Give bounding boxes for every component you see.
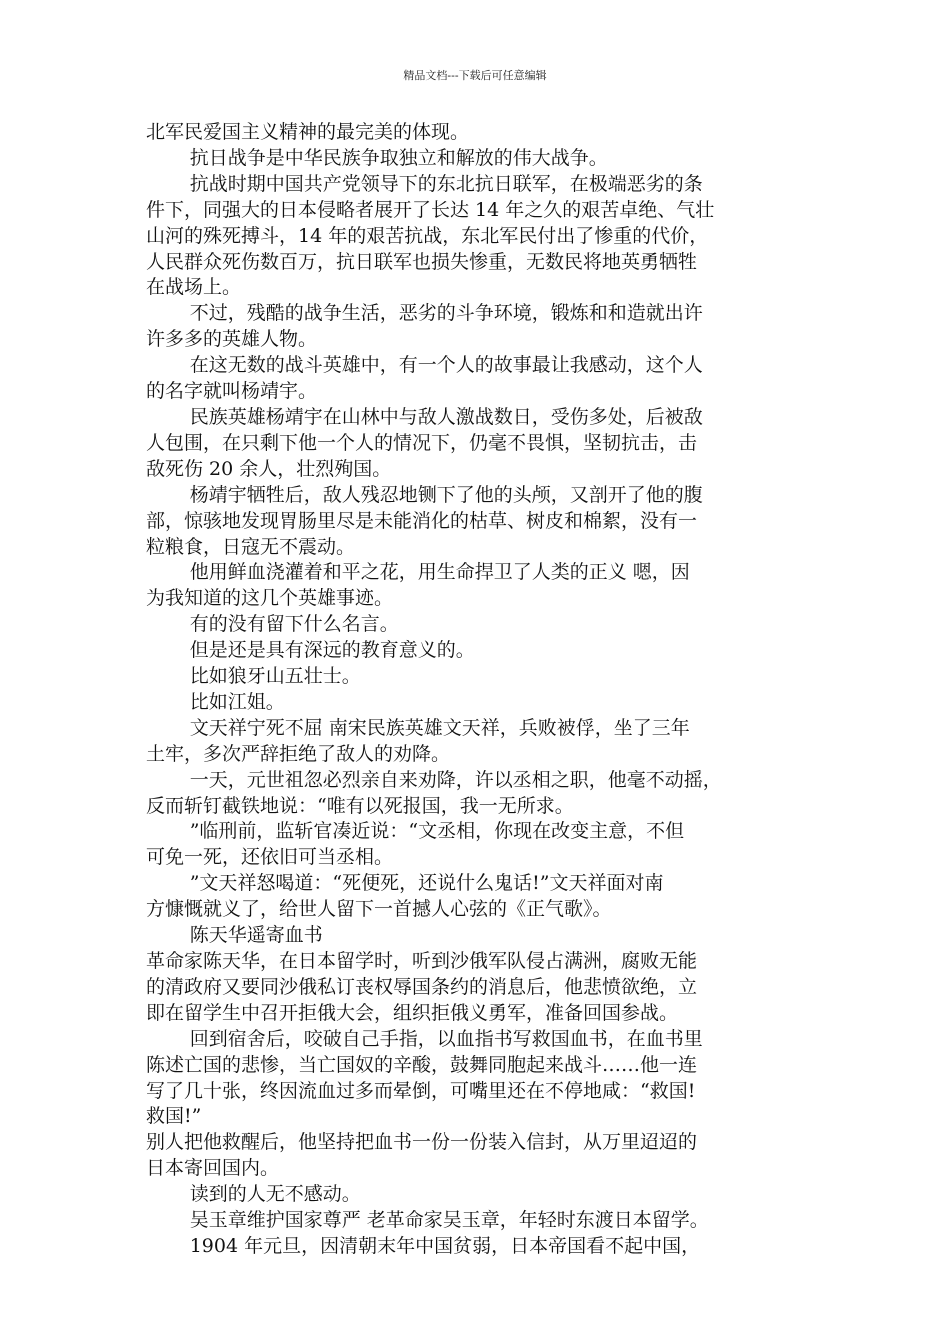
text-line: 的清政府又要同沙俄私订丧权辱国条约的消息后，他悲愤欲绝，立 bbox=[146, 975, 698, 998]
text-line: 比如江姐。 bbox=[189, 690, 285, 713]
text-line: 比如狼牙山五壮士。 bbox=[189, 665, 361, 688]
text-line: 不过，残酷的战争生活，恶劣的斗争环境，锻炼和和造就出许 bbox=[189, 302, 703, 325]
text-line: 抗战时期中国共产党领导下的东北抗日联军，在极端恶劣的条 bbox=[189, 172, 703, 195]
text-line: 在战场上。 bbox=[146, 276, 242, 299]
text-line: 山河的殊死搏斗，14 年的艰苦抗战，东北军民付出了惨重的代价， bbox=[146, 224, 709, 247]
text-line: 北军民爱国主义精神的最完美的体现。 bbox=[146, 121, 470, 143]
text-line: 粒粮食，日寇无不震动。 bbox=[146, 535, 356, 558]
text-line: 革命家陈天华，在日本留学时，听到沙俄军队侵占满洲，腐败无能 bbox=[146, 950, 698, 972]
text-line: 救国!” bbox=[146, 1105, 202, 1128]
text-line: 抗日战争是中华民族争取独立和解放的伟大战争。 bbox=[189, 146, 608, 169]
text-line: ”文天祥怒喝道：“死便死，还说什么鬼话!”文天祥面对南 bbox=[189, 872, 664, 895]
text-line: 别人把他救醒后，他坚持把血书一份一份装入信封，从万里迢迢的 bbox=[146, 1131, 698, 1154]
text-line: 有的没有留下什么名言。 bbox=[189, 613, 399, 636]
text-line: 吴玉章维护国家尊严 老革命家吴玉章，年轻时东渡日本留学。 bbox=[189, 1209, 709, 1232]
text-line: 读到的人无不感动。 bbox=[189, 1183, 361, 1206]
text-line: 日本寄回国内。 bbox=[146, 1157, 280, 1180]
text-line: 可免一死，还依旧可当丞相。 bbox=[146, 846, 394, 869]
text-line: 文天祥宁死不屈 南宋民族英雄文天祥，兵败被俘，坐了三年 bbox=[189, 716, 690, 739]
text-line: 土牢，多次严辞拒绝了敌人的劝降。 bbox=[146, 742, 451, 765]
text-line: 但是还是具有深远的教育意义的。 bbox=[189, 639, 475, 662]
text-line: 一天，元世祖忽必烈亲自来劝降，许以丞相之职，他毫不动摇， bbox=[189, 768, 722, 791]
text-line: 即在留学生中召开拒俄大会，组织拒俄义勇军，准备回国参战。 bbox=[146, 1001, 679, 1024]
text-line: 人民群众死伤数百万，抗日联军也损失惨重，无数民将地英勇牺牲 bbox=[146, 250, 698, 273]
text-line: 他用鲜血浇灌着和平之花，用生命捍卫了人类的正义 嗯，因 bbox=[189, 561, 690, 584]
text-line: 杨靖宇牺牲后，敌人残忍地铡下了他的头颅，又剖开了他的腹 bbox=[189, 483, 703, 506]
text-line: 在这无数的战斗英雄中，有一个人的故事最让我感动，这个人 bbox=[189, 354, 703, 377]
text-line: 敌死伤 20 余人，壮烈殉国。 bbox=[146, 457, 392, 480]
text-line: 的名字就叫杨靖宇。 bbox=[146, 380, 318, 403]
text-line: 1904 年元旦，因清朝末年中国贫弱，日本帝国看不起中国， bbox=[189, 1234, 701, 1257]
page-header: 精品文档---下载后可任意编辑 bbox=[403, 69, 547, 82]
text-line: 件下，同强大的日本侵略者展开了长达 14 年之久的艰苦卓绝、气壮 bbox=[146, 198, 715, 221]
text-line: 陈述亡国的悲惨，当亡国奴的辛酸，鼓舞同胞起来战斗……他一连 bbox=[146, 1053, 698, 1076]
text-line: 部，惊骇地发现胃肠里尽是未能消化的枯草、树皮和棉絮，没有一 bbox=[146, 509, 698, 532]
text-line: 人包围，在只剩下他一个人的情况下，仍毫不畏惧，坚韧抗击，击 bbox=[146, 431, 698, 454]
text-line: 方慷慨就义了，给世人留下一首撼人心弦的《正气歌》。 bbox=[146, 898, 612, 921]
text-line: 反而斩钉截铁地说：“唯有以死报国，我一无所求。 bbox=[146, 794, 574, 817]
text-line: 陈天华遥寄血书 bbox=[189, 924, 323, 947]
text-line: 回到宿舍后，咬破自己手指，以血指书写救国血书，在血书里 bbox=[189, 1027, 703, 1050]
text-line: 许多多的英雄人物。 bbox=[146, 328, 318, 351]
text-line: 为我知道的这几个英雄事迹。 bbox=[146, 587, 394, 610]
text-line: ”临刑前，监斩官凑近说：“文丞相，你现在改变主意，不但 bbox=[189, 820, 685, 843]
document-body bbox=[146, 120, 821, 1260]
text-line: 写了几十张，终因流血过多而晕倒，可嘴里还在不停地咸：“救国! bbox=[146, 1079, 696, 1102]
text-line: 民族英雄杨靖宇在山林中与敌人激战数日，受伤多处，后被敌 bbox=[189, 405, 703, 428]
